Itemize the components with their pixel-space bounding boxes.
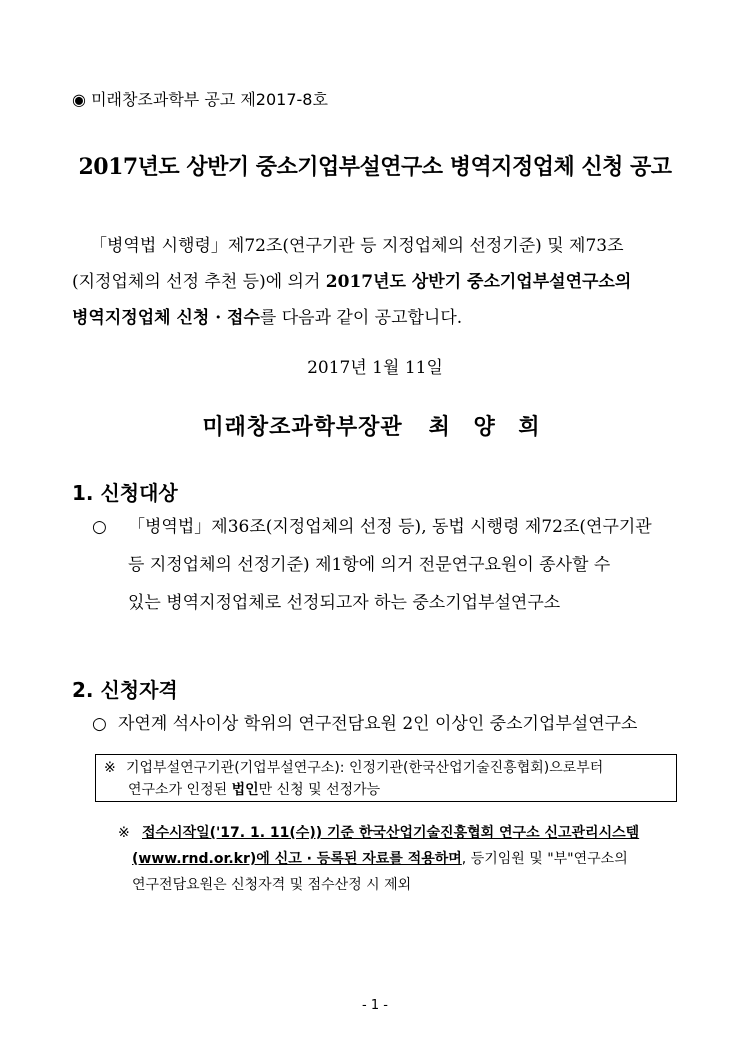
intro-line-1: 「병역법 시행령」제72조(연구기관 등 지정업체의 선정기준) 및 제73조 <box>90 236 624 256</box>
bullet-marker: ○ <box>92 714 107 734</box>
note2-line-2-plain: , 등기임원 및 "부"연구소의 <box>461 851 628 867</box>
section-1-line-1: 「병역법」제36조(지정업체의 선정 등), 동법 시행령 제72조(연구기관 <box>128 517 652 537</box>
intro-line-3 <box>72 308 462 328</box>
registration-note <box>118 820 678 898</box>
note-marker: ※ <box>118 825 130 841</box>
section-1-line-2: 등 지정업체의 선정기준) 제1항에 의거 전문연구요원이 종사할 수 <box>128 555 611 575</box>
section-1-heading: 1. 신청대상 <box>72 481 178 505</box>
note2-line-2 <box>118 846 678 872</box>
box-note-line-2 <box>128 779 380 801</box>
intro-line-2 <box>72 272 631 292</box>
minister-name: 최 양 희 <box>428 414 548 440</box>
document-title: 2017년도 상반기 중소기업부설연구소 병역지정업체 신청 공고 <box>78 154 672 180</box>
note2-line-3: 연구전담요원은 신청자격 및 점수산정 시 제외 <box>132 877 412 893</box>
section-2-bullet <box>92 705 692 743</box>
note2-line-1-text: 접수시작일('17. 1. 11(수)) 기준 한국산업기술진흥협회 연구소 신고관리시스템 <box>142 825 640 841</box>
intro-line-3-plain: 를 다음과 같이 공고합니다. <box>259 308 463 328</box>
announcement-date: 2017년 1월 11일 <box>307 358 443 378</box>
minister-title: 미래창조과학부장관 <box>202 414 403 440</box>
notice-text: 미래창조과학부 공고 제2017-8호 <box>91 90 328 109</box>
note2-line-1 <box>118 820 678 846</box>
box-note-line-2-b: 만 신청 및 선정가능 <box>258 782 381 798</box>
box-note-line-1: 기업부설연구기관(기업부설연구소): 인정기관(한국산업기술진흥협회)으로부터 <box>126 760 604 776</box>
note-marker: ※ <box>104 760 116 776</box>
page-number: - 1 - <box>362 998 388 1013</box>
intro-paragraph <box>72 228 678 336</box>
box-note-line-2-a: 연구소가 인정된 <box>128 782 232 798</box>
intro-line-2-bold: 2017년도 상반기 중소기업부설연구소의 <box>325 272 632 292</box>
notice-marker: ◉ <box>72 90 86 109</box>
note2-line-2-bold: (www.rnd.or.kr)에 신고 · 등록된 자료를 적용하며 <box>132 851 462 867</box>
section-2-text: 자연계 석사이상 학위의 연구전담요원 2인 이상인 중소기업부설연구소 <box>118 714 638 734</box>
section-2-heading: 2. 신청자격 <box>72 678 178 702</box>
minister-signature <box>0 410 750 441</box>
bullet-marker: ○ <box>92 517 107 537</box>
eligibility-note-box <box>95 754 677 802</box>
section-1-bullet <box>92 508 682 622</box>
notice-number <box>72 87 328 110</box>
intro-line-3-bold: 병역지정업체 신청 · 접수 <box>72 308 260 328</box>
section-1-line-3: 있는 병역지정업체로 선정되고자 하는 중소기업부설연구소 <box>128 593 561 613</box>
intro-line-2-plain: (지정업체의 선정 추천 등)에 의거 <box>72 272 326 292</box>
box-note-line-2-bold: 법인 <box>231 782 259 798</box>
